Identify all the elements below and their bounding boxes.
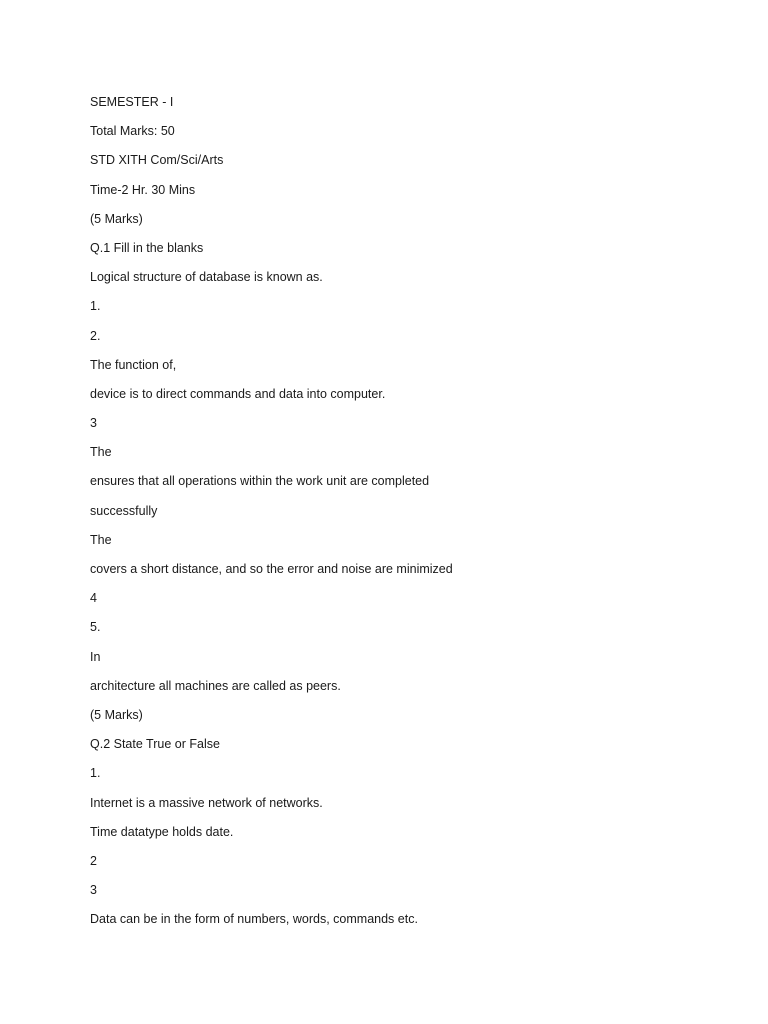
question-text: ensures that all operations within the work unit are completed [90,474,430,489]
question-text: covers a short distance, and so the error and noise are minimized [90,562,453,576]
semester-heading: SEMESTER - I [90,95,174,109]
item-number: 1. [90,766,101,781]
document-body [90,93,690,939]
question-text: The function of, [90,357,177,372]
item-number: 4 [90,591,97,606]
question-text: In [90,649,101,664]
question-heading: Q.1 Fill in the blanks [90,240,204,255]
question-text: Data can be in the form of numbers, words, commands etc. [90,912,418,927]
total-marks: Total Marks: 50 [90,124,175,139]
question-text: device is to direct commands and data into computer. [90,386,386,401]
question-text: Internet is a massive network of networks. [90,795,323,810]
standard-line: STD XITH Com/Sci/Arts [90,153,224,168]
question-text: Logical structure of database is known as. [90,270,323,285]
question-heading: Q.2 State True or False [90,737,220,752]
question-text: The [90,532,112,547]
item-number: 5. [90,620,101,635]
time-line: Time-2 Hr. 30 Mins [90,182,196,197]
item-number: 1. [90,299,101,314]
section-marks: (5 Marks) [90,707,143,722]
question-text: The [90,445,112,460]
item-number: 3 [90,883,97,898]
question-text: Time datatype holds date. [90,824,234,839]
section-marks: (5 Marks) [90,211,143,226]
question-text: successfully [90,503,158,518]
item-number: 3 [90,416,97,431]
question-text: architecture all machines are called as peers. [90,678,341,693]
item-number: 2. [90,328,101,343]
item-number: 2 [90,853,97,868]
